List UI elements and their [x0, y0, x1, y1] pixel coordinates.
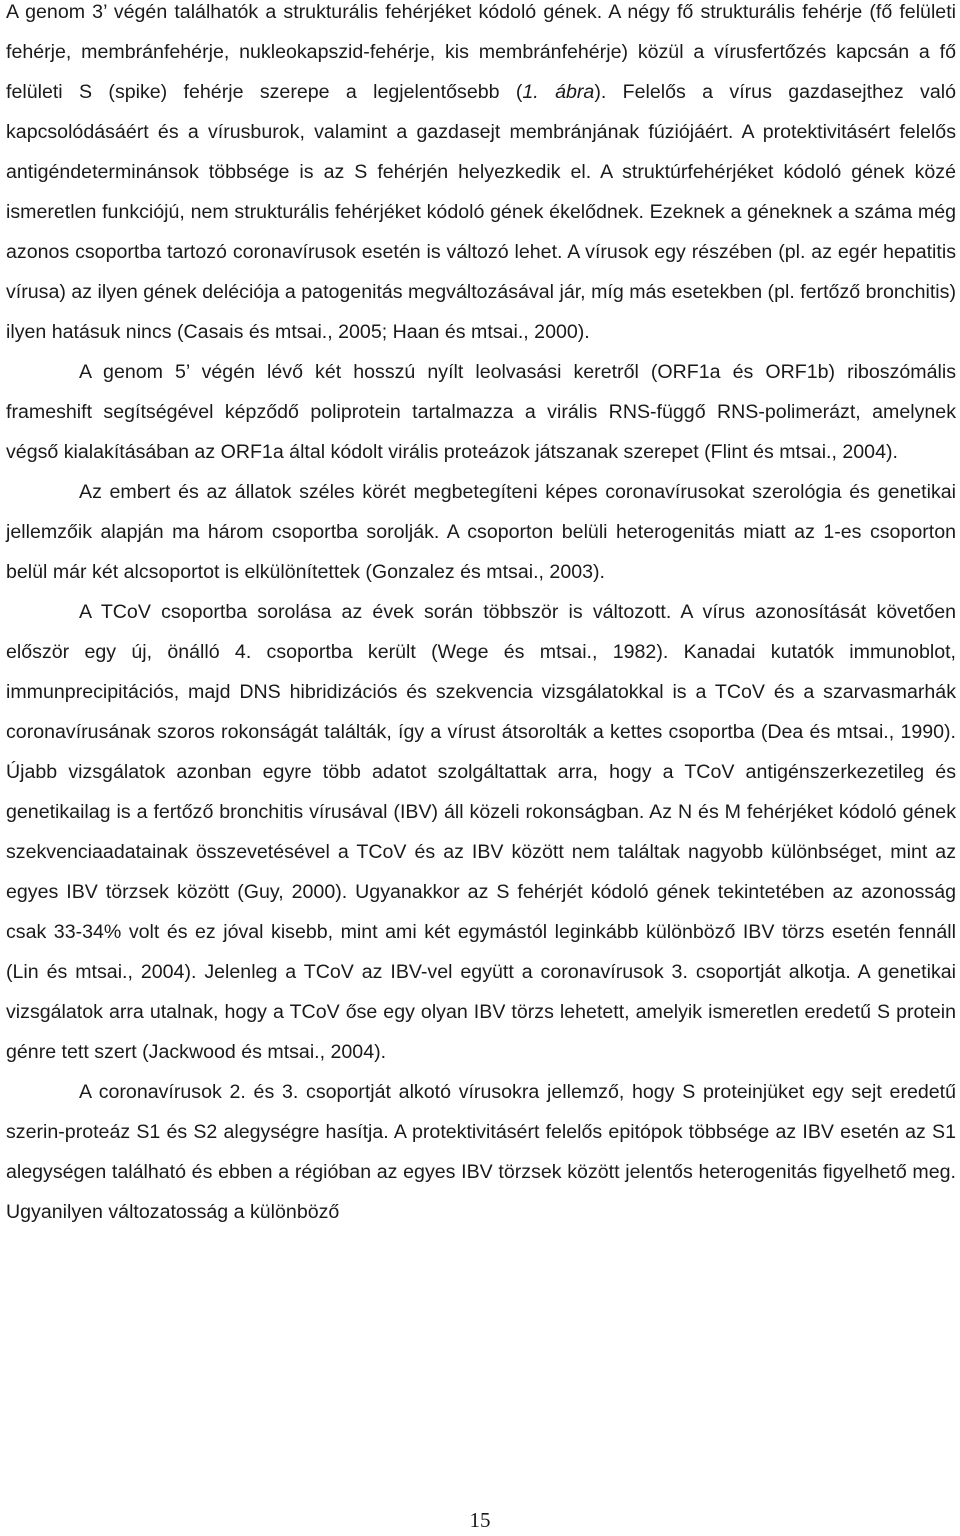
figure-reference: 1. ábra: [522, 81, 595, 103]
paragraph: [6, 0, 956, 352]
paragraph-text: A genom 5’ végén lévő két hosszú nyílt leolvasási keretről (ORF1a és ORF1b) riboszómális frameshift segítségével képződő poliprotein tartalmazza a virális RNS-függő RNS-polimerázt, amelynek végső kialakításában az ORF1a által kódolt virális proteázok játszanak szerepet (Flint és mtsai., 2004).: [6, 361, 956, 463]
paragraph: [6, 1072, 956, 1232]
paragraph-text: A coronavírusok 2. és 3. csoportját alkotó vírusokra jellemző, hogy S proteinjüket egy sejt eredetű szerin-proteáz S1 és S2 alegységre hasítja. A protektivitásért felelős epitópok többsége az IBV esetén az S1 alegységen található és ebben a régióban az egyes IBV törzsek között jelentős heterogenitás figyelhető meg. Ugyanilyen változatosság a különböző: [6, 1081, 956, 1223]
body-text: [6, 0, 956, 1232]
page-number: 15: [469, 1508, 491, 1532]
paragraph: [6, 592, 956, 1072]
paragraph-text: A genom 3’ végén találhatók a strukturális fehérjéket kódoló gének. A négy fő strukturális fehérje (fő felületi fehérje, membránfehérje, nukleokapszid-fehérje, kis membránfehérje) közül a vírusfertőzés kapcsán a fő felületi S (spike) fehérje szerepe a legjelentősebb (: [6, 1, 956, 103]
paragraph-text: ). Felelős a vírus gazdasejthez való kapcsolódásáért és a vírusburok, valamint a gazdasejt membránjának fúziójáért. A protektivitásért felelős antigéndeterminánsok többsége is az S fehérjén helyezkedik el. A struktúrfehérjéket kódoló gének közé ismeretlen funkciójú, nem strukturális fehérjéket kódoló gének ékelődnek. Ezeknek a géneknek a száma még azonos csoportba tartozó coronavírusok esetén is változó lehet. A vírusok egy részében (pl. az egér hepatitis vírusa) az ilyen gének deléciója a patogenitás megváltozásával jár, míg más esetekben (pl. fertőző bronchitis) ilyen hatásuk nincs (Casais és mtsai., 2005; Haan és mtsai., 2000).: [6, 81, 956, 343]
paragraph-text: Az embert és az állatok széles körét megbetegíteni képes coronavírusokat szerológia és genetikai jellemzőik alapján ma három csoportba sorolják. A csoporton belüli heterogenitás miatt az 1-es csoporton belül már két alcsoportot is elkülönítettek (Gonzalez és mtsai., 2003).: [6, 481, 956, 583]
paragraph-text: A TCoV csoportba sorolása az évek során többször is változott. A vírus azonosítását követően először egy új, önálló 4. csoportba került (Wege és mtsai., 1982). Kanadai kutatók immunoblot, immunprecipitációs, majd DNS hibridizációs és szekvencia vizsgálatokkal is a TCoV és a szarvasmarhák coronavírusának szoros rokonságát találták, így a vírust átsorolták a kettes csoportba (Dea és mtsai., 1990). Újabb vizsgálatok azonban egyre több adatot szolgáltattak arra, hogy a TCoV antigénszerkezetileg és genetikailag is a fertőző bronchitis vírusával (IBV) áll közeli rokonságban. Az N és M fehérjéket kódoló gének szekvenciaadatainak összevetésével a TCoV és az IBV között nem találtak nagyobb különbséget, mint az egyes IBV törzsek között (Guy, 2000). Ugyanakkor az S fehérjét kódoló gének tekintetében az azonosság csak 33-34% volt és ez jóval kisebb, mint ami két egymástól leginkább különböző IBV törzs esetén fennáll (Lin és mtsai., 2004). Jelenleg a TCoV az IBV-vel együtt a coronavírusok 3. csoportját alkotja. A genetikai vizsgálatok arra utalnak, hogy a TCoV őse egy olyan IBV törzs lehetett, amelyik ismeretlen eredetű S protein génre tett szert (Jackwood és mtsai., 2004).: [6, 601, 956, 1063]
paragraph: [6, 472, 956, 592]
paragraph: [6, 352, 956, 472]
